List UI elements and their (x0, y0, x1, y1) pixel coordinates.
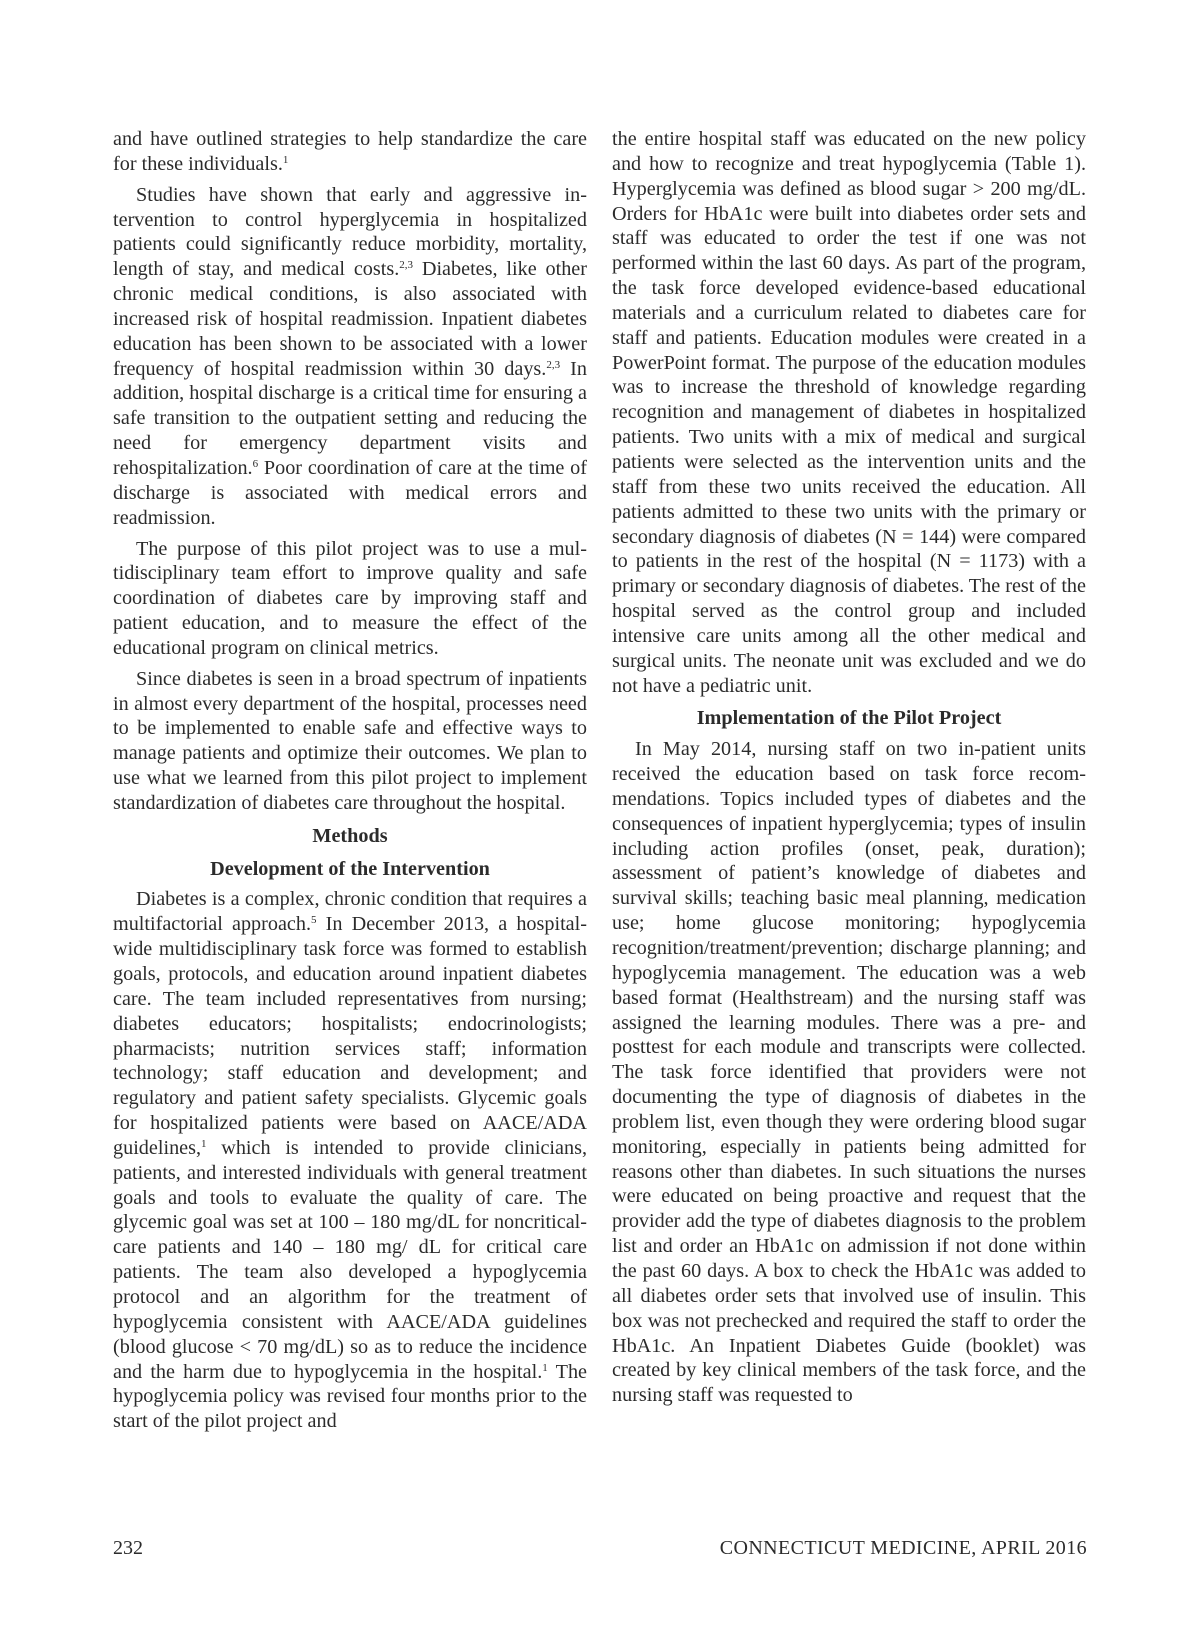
citation-ref: 5 (311, 914, 317, 927)
right-paragraph-staff: the entire hospital staff was educated on the new policy and how to recognize and treat hypoglycemia (Table 1). Hyperglycemia was defined as blood sugar > 200 mg/dL. Orders for HbA1c were built into diabetes order sets and staff was educated to order the test if one was not performed within the last 60 days. As part of the program, the task force developed evidence-based educational materials and a curriculum related to diabetes care for staff and patients. Education modules were created in a PowerPoint format. The purpose of the education modules was to increase the threshold of knowledge regarding recognition and management of diabetes in hospitalized patients. Two units with a mix of medical and surgical patients were selected as the intervention units and the staff from these two units received the education. All patients admitted to these two units with the primary or secondary diagnosis of diabetes (N = 144) were compared to patients in the rest of the hospital (N = 1173) with a primary or secondary diagnosis of diabetes. The rest of the hospital served as the control group and included intensive care units among all the other medical and surgical units. The neonate unit was excluded and we do not have a pediatric unit. (612, 128, 1086, 697)
left-paragraph-spectrum: Since diabetes is seen in a broad spectrum of inpatients in almost every department of the hospital, processes need to be implemented to enable safe and effective ways to manage patients and optimize their outcomes. We plan to use what we learned from this pilot project to implement standardization of diabetes care throughout the hospital. (113, 667, 587, 814)
page-number: 232 (113, 1537, 143, 1559)
citation-ref: 1 (542, 1361, 548, 1374)
journal-footer: CONNECTICUT MEDICINE, APRIL 2016 (719, 1537, 1087, 1559)
citation-ref: 2,3 (546, 358, 561, 371)
right-paragraph-may-2014: In May 2014, nursing staff on two in-patient units received the education based on task force recommendations. Topics included types of diabetes and the consequences of inpatient hyperglycemia; types of insulin including action profiles (onset, peak, duration); assessment of patient’s knowledge of diabetes and survival skills; teaching basic meal planning, medication use; home glucose monitoring; hypoglycemia recognition/treatment/prevention; discharge planning; and hypoglycemia management. The education was a web based format (Healthstream) and the nursing staff was assigned the learning modules. There was a pre- and posttest for each module and transcripts were collected. The task force identified that providers were not documenting the type of diagnosis of diabetes in the problem list, even though they were ordering blood sugar monitoring, especially in patients being admitted for reasons other than diabetes. In such situations the nurses were educated on being proactive and request that the provider add the type of diabetes diagnosis to the problem list and order an HbA1c on admission if not done within the past 60 days. A box to check the HbA1c was added to all diabetes order sets that involved use of insulin. This box was not prechecked and required the staff to order the HbA1c. An Inpatient Diabetes Guide (booklet) was created by key clinical members of the task force, and the nursing staff was requested to (612, 738, 1086, 1407)
left-column (113, 127, 587, 1440)
citation-ref: 6 (252, 457, 259, 470)
left-paragraph-intro: and have outlined strategies to help standardize the care for these individuals.$^1$ (113, 128, 587, 175)
left-paragraph-purpose: The purpose of this pilot project was to use a multidisciplinary team effort to improve quality and safe coordination of diabetes care by improving staff and patient education, and to measure the effect of the educational program on clinical metrics. (113, 537, 587, 659)
right-column (612, 127, 1086, 1414)
heading-development: Development of the Intervention (210, 857, 490, 880)
left-paragraph-studies: Studies have shown that early and aggressive intervention to control hyperglycemia in hospitalized patients could significantly reduce morbidity, mortality, length of stay, and medical costs.$^{2,3}$ Diabetes, like other chronic medical conditions, is also associated with increased risk of hospital readmission. Inpatient diabetes education has been shown to be associated with a lower frequency of hospital readmission within 30 days.$^{2,3}$ In addition, hospital discharge is a critical time for ensuring a safe transition to the outpatient setting and reducing the need for emergency department visits and rehospitalization.$^6$ Poor coordination of care at the time of discharge is associated with medical errors and readmission. (113, 183, 587, 529)
citation-ref: 1 (201, 1137, 207, 1150)
citation-ref: 2,3 (399, 259, 414, 272)
heading-methods: Methods (312, 824, 388, 847)
left-paragraph-diabetes: Diabetes is a complex, chronic condition that requires a multifactorial approach.$^5$ In December 2013, a hospital-wide multidisciplinary task force was formed to establish goals, protocols, and education around inpatient diabetes care. The team included representatives from nursing; diabetes educators; hospitalists; endocrinologists; pharmacists; nutrition services staff; information technology; staff education and development; and regulatory and patient safety specialists. Glycemic goals for hospitalized patients were based on AACE/ADA guidelines,$^1$ which is intended to provide clinicians, patients, and interested individuals with general treatment goals and tools to evaluate the quality of care. The glycemic goal was set at 100 – 180 mg/dL for noncritical-care patients and 140 – 180 mg/ dL for critical care patients. The team also developed a hypoglycemia protocol and an algorithm for the treatment of hypoglycemia consistent with AACE/ADA guidelines (blood glucose < 70 mg/dL) so as to reduce the incidence and the harm due to hypoglycemia in the hospital.$^1$ The hypoglycemia policy was revised four months prior to the start of the pilot project and (113, 888, 587, 1433)
citation-ref: 1 (282, 153, 289, 166)
heading-implementation: Implementation of the Pilot Project (696, 707, 1002, 730)
